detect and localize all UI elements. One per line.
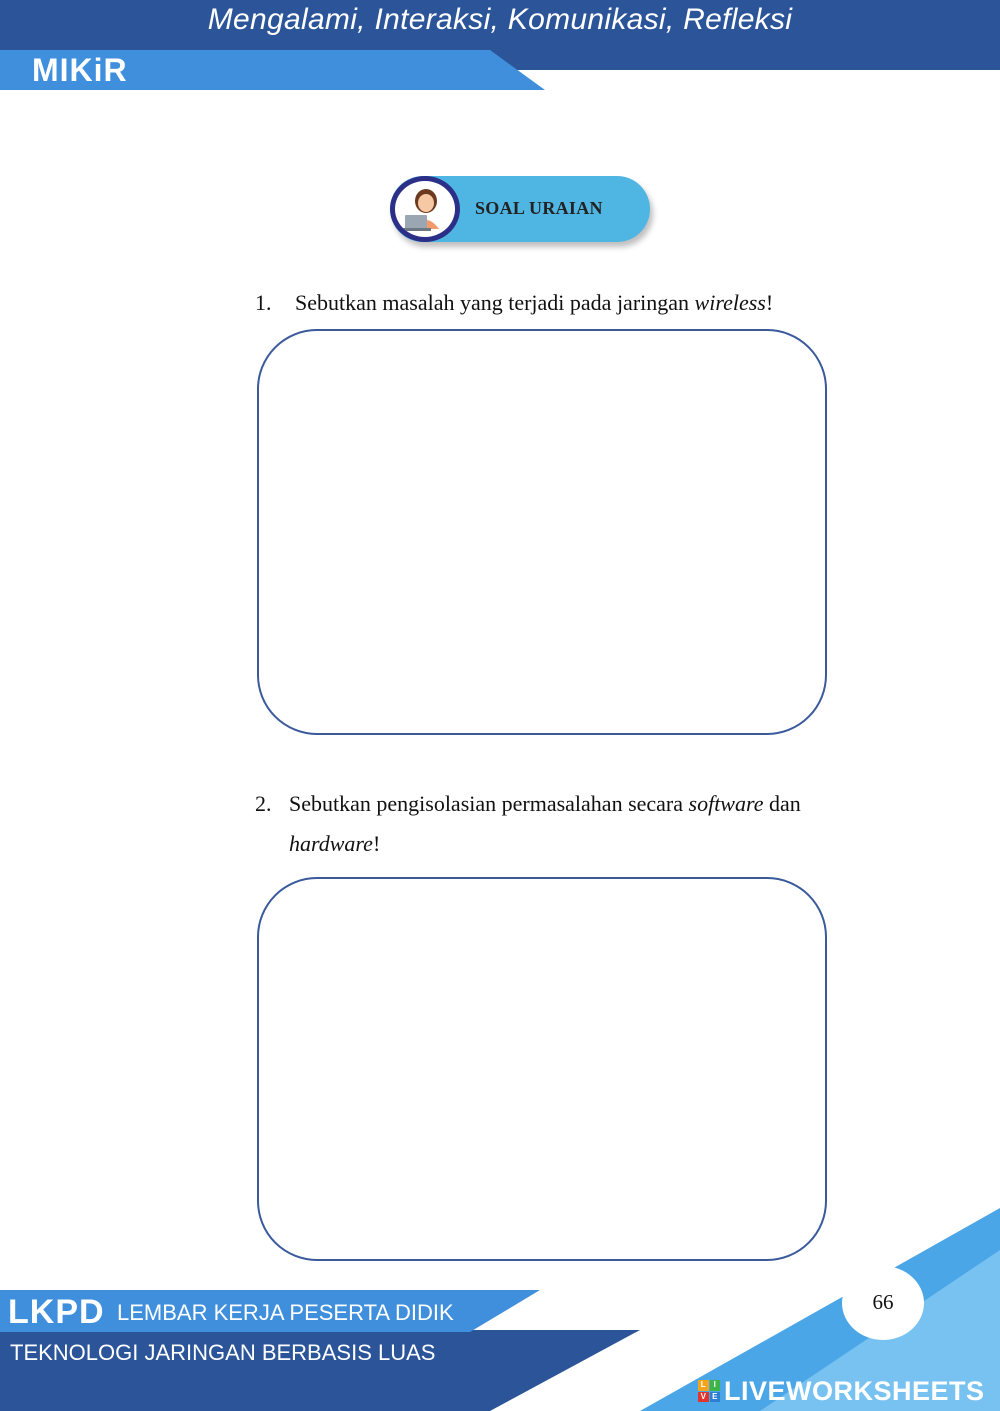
page-header xyxy=(0,0,1000,92)
question-number: 2. xyxy=(255,791,272,816)
question-text-middle: dan xyxy=(763,791,801,816)
liveworksheets-logo xyxy=(698,1376,985,1406)
liveworksheets-text: LIVEWORKSHEETS xyxy=(724,1375,985,1406)
page-number-badge xyxy=(842,1266,924,1340)
question-text-end: ! xyxy=(372,831,381,856)
answer-box-2[interactable] xyxy=(257,877,827,1261)
question-text-italic: wireless xyxy=(694,290,766,315)
question-text: Sebutkan masalah yang terjadi pada jaringan xyxy=(295,290,695,315)
badge-label: SOAL URAIAN xyxy=(475,198,603,218)
page-number: 66 xyxy=(872,1290,894,1314)
header-title: Mengalami, Interaksi, Komunikasi, Refleksi xyxy=(207,3,793,36)
answer-box-1[interactable] xyxy=(257,329,827,735)
liveworksheets-icon: L I V E xyxy=(698,1380,720,1402)
question-text-italic: software xyxy=(688,791,764,816)
footer-subject: TEKNOLOGI JARINGAN BERBASIS LUAS xyxy=(10,1340,436,1365)
footer-lkpd: LKPD xyxy=(8,1293,105,1331)
student-avatar-icon xyxy=(390,176,460,242)
question-text: Sebutkan pengisolasian permasalahan secara xyxy=(289,791,689,816)
question-text-end: ! xyxy=(765,290,774,315)
question-text-italic-2: hardware xyxy=(289,831,373,856)
question-2 xyxy=(255,784,855,864)
question-number: 1. xyxy=(255,290,272,315)
section-badge xyxy=(390,176,650,242)
header-tab-label: MIKiR xyxy=(32,52,128,88)
footer-lkpd-full: LEMBAR KERJA PESERTA DIDIK xyxy=(117,1300,454,1325)
question-1 xyxy=(255,283,773,323)
